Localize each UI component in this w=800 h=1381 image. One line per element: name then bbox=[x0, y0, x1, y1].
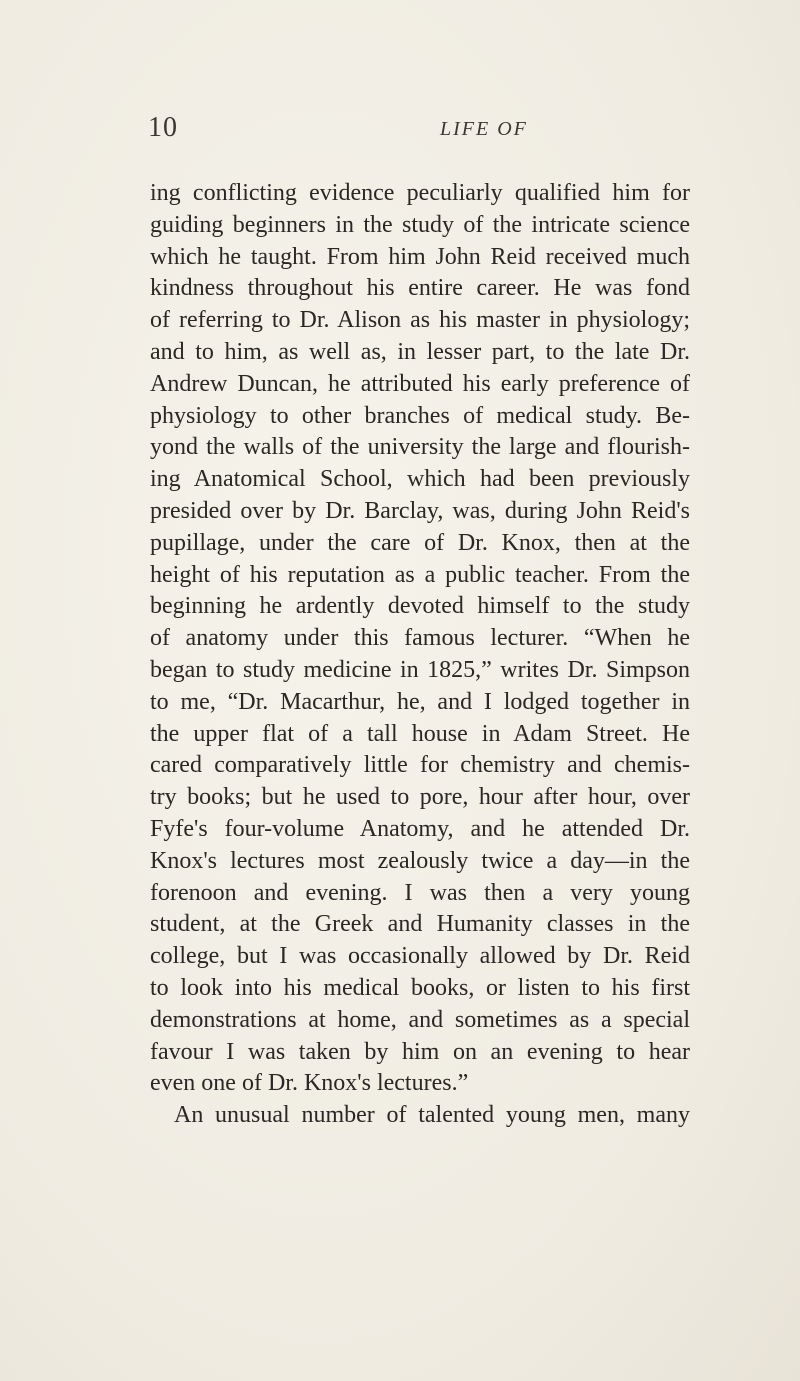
text-line: favour I was taken by him on an evening to hear bbox=[150, 1038, 690, 1065]
text-line: yond the walls of the university the large and flourish- bbox=[150, 434, 690, 461]
page-number: 10 bbox=[148, 112, 178, 143]
text-line: pupillage, under the care of Dr. Knox, then at the bbox=[150, 529, 690, 556]
text-line: student, at the Greek and Humanity classes in the bbox=[150, 911, 690, 938]
text-line: kindness throughout his entire career. He was fond bbox=[150, 275, 690, 302]
text-line: try books; but he used to pore, hour after hour, over bbox=[150, 784, 690, 811]
text-line: demonstrations at home, and sometimes as a special bbox=[150, 1006, 690, 1033]
page-header bbox=[0, 112, 800, 152]
text-line: Knox's lectures most zealously twice a day—in the bbox=[150, 847, 690, 874]
text-line: college, but I was occasionally allowed by Dr. Reid bbox=[150, 943, 690, 970]
text-line: Fyfe's four-volume Anatomy, and he attended Dr. bbox=[150, 815, 690, 842]
text-line: which he taught. From him John Reid received much bbox=[150, 243, 690, 270]
body-text bbox=[150, 178, 690, 1132]
text-line: to me, “Dr. Macarthur, he, and I lodged together in bbox=[150, 688, 690, 715]
text-line: ing conflicting evidence peculiarly qualified him for bbox=[150, 180, 690, 206]
text-line: presided over by Dr. Barclay, was, during John Reid's bbox=[150, 497, 690, 524]
running-head: LIFE OF bbox=[440, 118, 528, 140]
text-line: of referring to Dr. Alison as his master in physiology; bbox=[150, 307, 690, 334]
text-line: beginning he ardently devoted himself to the study bbox=[150, 593, 690, 620]
text-line: An unusual number of talented young men, many bbox=[174, 1102, 690, 1129]
text-line: height of his reputation as a public teacher. From the bbox=[150, 561, 690, 588]
text-line: physiology to other branches of medical study. Be- bbox=[150, 402, 690, 429]
text-line: of anatomy under this famous lecturer. “When he bbox=[150, 625, 690, 652]
text-line: cared comparatively little for chemistry and chemis- bbox=[150, 752, 690, 779]
text-line: guiding beginners in the study of the intricate science bbox=[150, 211, 690, 238]
text-line: Andrew Duncan, he attributed his early preference of bbox=[150, 370, 690, 397]
text-line: and to him, as well as, in lesser part, to the late Dr. bbox=[150, 338, 690, 365]
text-line: to look into his medical books, or listen to his first bbox=[150, 974, 690, 1001]
text-line: forenoon and evening. I was then a very young bbox=[150, 879, 690, 906]
text-line: even one of Dr. Knox's lectures.” bbox=[150, 1070, 469, 1097]
text-line: the upper flat of a tall house in Adam Street. He bbox=[150, 720, 690, 747]
text-line: began to study medicine in 1825,” writes Dr. Simpson bbox=[150, 656, 690, 683]
text-line: ing Anatomical School, which had been previously bbox=[150, 466, 690, 493]
